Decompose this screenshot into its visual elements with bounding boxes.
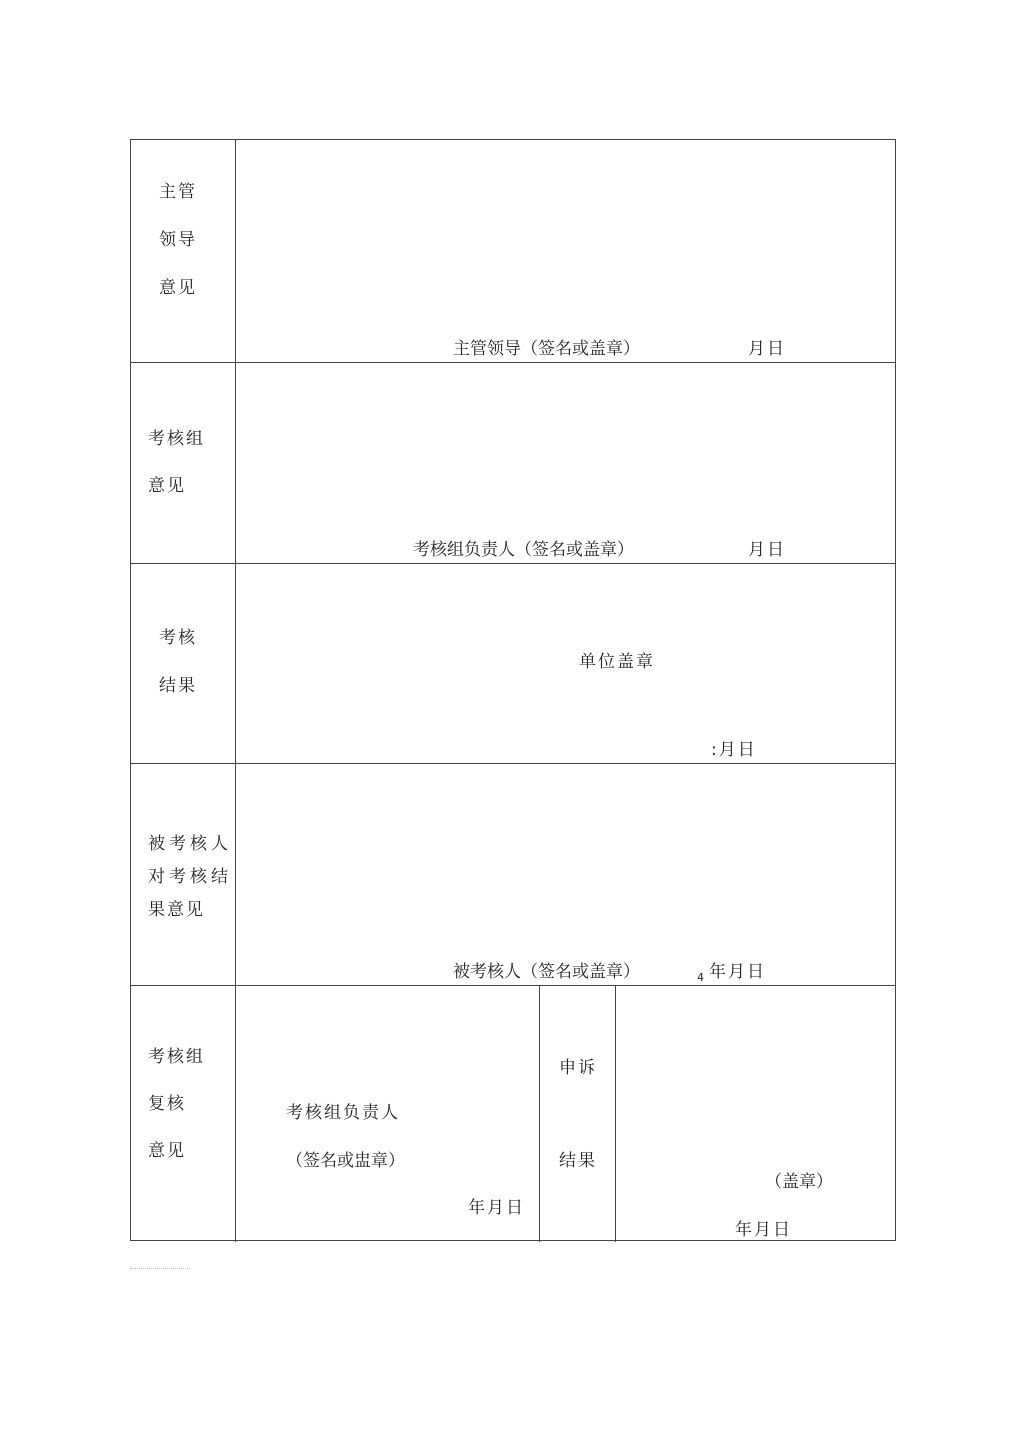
result-label-line-1: 考核 (159, 628, 197, 648)
appeal-stamp-label: （盖章） (765, 1172, 833, 1192)
leader-label-line-2: 领导 (159, 230, 197, 250)
column-divider (539, 986, 540, 1242)
result-label-line-2: 结果 (159, 676, 197, 696)
column-divider (235, 363, 236, 563)
appraisal-opinion-form (130, 139, 896, 1241)
examinee-label-line-1: 被考核人 (148, 834, 232, 854)
column-divider (235, 564, 236, 763)
examinee-signature-label: 被考核人（签名或盖章） (453, 962, 640, 982)
page-footer-dots (130, 1268, 190, 1269)
column-divider (615, 986, 616, 1242)
group-opinion-row (131, 362, 895, 563)
review-date-label: 年月日 (468, 1198, 525, 1218)
examinee-date-prefix: 4 (697, 971, 706, 984)
result-date-label: :月日 (711, 740, 757, 760)
leader-opinion-row (131, 140, 895, 362)
review-appeal-row (131, 985, 895, 1242)
group-signature-label: 考核组负责人（签名或盖章） (413, 540, 634, 560)
appeal-label-line-1: 申诉 (559, 1058, 597, 1078)
review-signature-label: （签名或盅章） (286, 1151, 405, 1171)
unit-stamp-label: 单位盖章 (579, 652, 655, 672)
review-responsible-label: 考核组负责人 (286, 1103, 400, 1123)
leader-signature-label: 主管领导（签名或盖章） (453, 339, 640, 359)
examinee-opinion-row (131, 763, 895, 985)
review-label-line-2: 复核 (148, 1094, 186, 1114)
examinee-date-label: 年月日 (709, 962, 766, 982)
column-divider (235, 140, 236, 362)
examinee-label-line-2: 对考核结 (148, 867, 232, 887)
leader-label-line-3: 意见 (159, 278, 197, 298)
group-date-label: 月日 (748, 540, 786, 560)
review-label-line-1: 考核组 (148, 1047, 205, 1067)
appeal-date-label: 年月日 (735, 1220, 792, 1240)
result-row (131, 563, 895, 763)
leader-label-line-1: 主管 (159, 182, 197, 202)
leader-date-label: 月日 (748, 339, 786, 359)
group-label-line-1: 考核组 (148, 429, 205, 449)
column-divider (235, 764, 236, 985)
column-divider (235, 986, 236, 1242)
appeal-label-line-2: 结果 (559, 1151, 597, 1171)
group-label-line-2: 意见 (148, 476, 186, 496)
review-label-line-3: 意见 (148, 1141, 186, 1161)
examinee-label-line-3: 果意见 (148, 900, 205, 920)
